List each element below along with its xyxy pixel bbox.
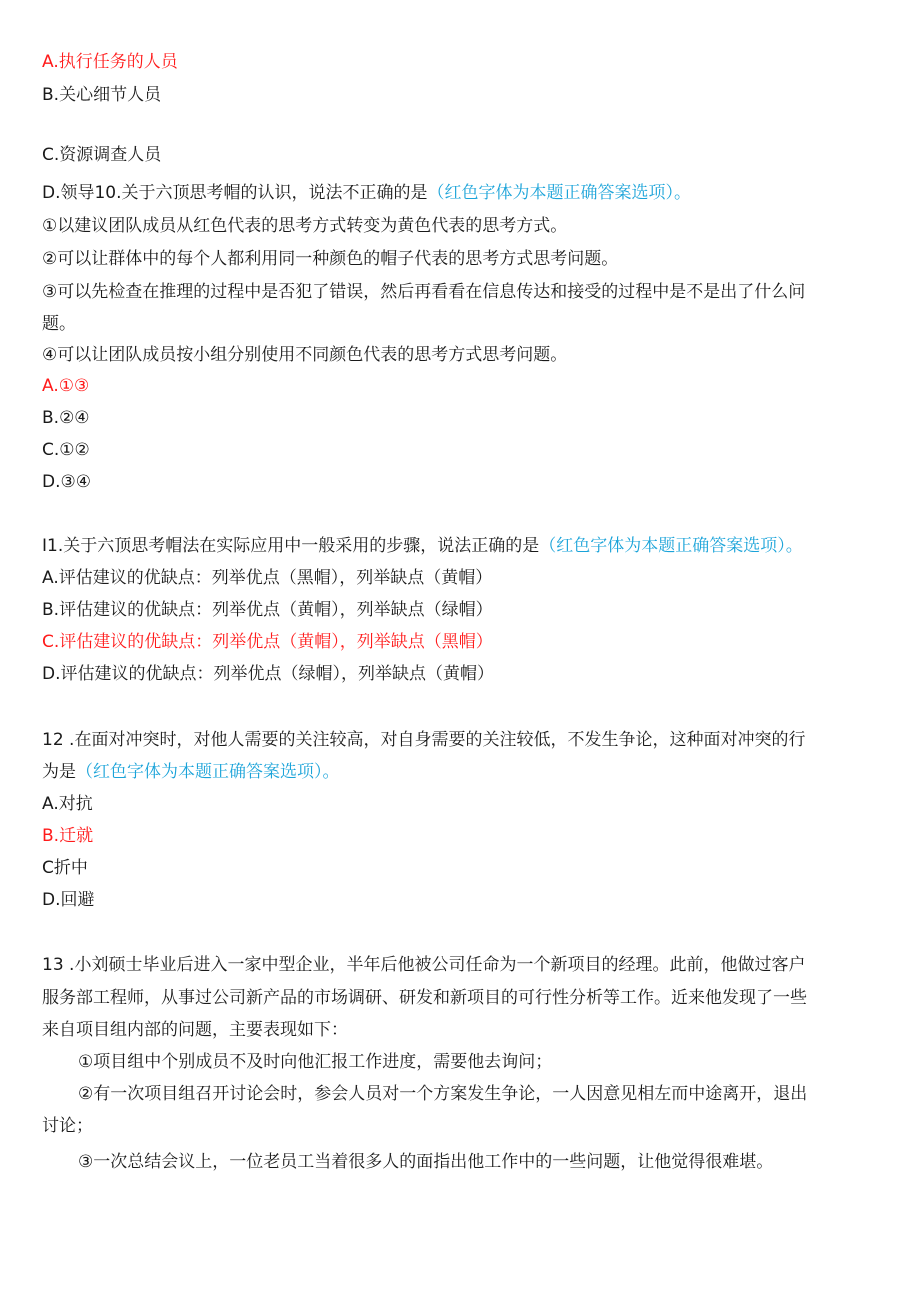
q13-stem-line-2: 服务部工程师，从事过公司新产品的市场调研、研发和新项目的可行性分析等工作。近来他发现了一些: [42, 988, 807, 1008]
q11-option-a: A.评估建议的优缺点：列举优点（黑帽），列举缺点（黄帽）: [42, 568, 493, 588]
q12-option-c: C折中: [42, 858, 88, 878]
q10-answer-note: （红色字体为本题正确答案选项）。: [427, 183, 692, 203]
q12-stem-text: 为是: [42, 762, 76, 782]
q12-stem: 12 .在面对冲突时，对他人需要的关注较高，对自身需要的关注较低，不发生争论，这种面对冲突的行: [42, 730, 806, 750]
q10-statement-2: ②可以让群体中的每个人都利用同一种颜色的帽子代表的思考方式思考问题。: [42, 249, 619, 269]
q13-stem-line-1: 13 .小刘硕士毕业后进入一家中型企业，半年后他被公司任命为一个新项目的经理。此前，他做过客户: [42, 955, 806, 975]
q12-stem-cont: [42, 760, 882, 784]
q10-statement-3: ③可以先检查在推理的过程中是否犯了错误，然后再看看在信息传达和接受的过程中是不是出了什么问: [42, 282, 806, 302]
q11-option-d: D.评估建议的优缺点：列举优点（绿帽），列举缺点（黄帽）: [42, 664, 494, 684]
q10-option-b: B.②④: [42, 408, 90, 428]
q10-option-a: A.①③: [42, 376, 90, 396]
q11-stem-text: I1.关于六顶思考帽法在实际应用中一般采用的步骤，说法正确的是: [42, 536, 540, 556]
q10-option-c: C.①②: [42, 440, 90, 460]
q12-option-a: A.对抗: [42, 794, 93, 814]
q13-stem-line-3: 来自项目组内部的问题，主要表现如下：: [42, 1020, 348, 1040]
q12-option-b: B.迁就: [42, 826, 94, 846]
q13-issue-2: ②有一次项目组召开讨论会时，参会人员对一个方案发生争论，一人因意见相左而中途离开，退出: [78, 1084, 808, 1104]
q9-option-c: C.资源调查人员: [42, 145, 162, 165]
q11-option-c: C.评估建议的优缺点：列举优点（黄帽），列举缺点（黑帽）: [42, 632, 493, 652]
q10-stem-text: D.领导10.关于六顶思考帽的认识，说法不正确的是: [42, 183, 428, 203]
q11-answer-note: （红色字体为本题正确答案选项）。: [539, 536, 803, 556]
q11-option-b: B.评估建议的优缺点：列举优点（黄帽），列举缺点（绿帽）: [42, 600, 493, 620]
q10-statement-3-cont: 题。: [42, 314, 76, 334]
q9-option-a: A.执行任务的人员: [42, 52, 178, 72]
q13-issue-3: ③一次总结会议上，一位老员工当着很多人的面指出他工作中的一些问题，让他觉得很难堪。: [78, 1152, 774, 1172]
q12-option-d: D.回避: [42, 890, 95, 910]
q12-answer-note: （红色字体为本题正确答案选项）。: [76, 762, 340, 782]
q9-option-b: B.关心细节人员: [42, 85, 162, 105]
q13-issue-2-cont: 讨论；: [42, 1116, 93, 1136]
q10-stem: [42, 181, 882, 205]
q10-statement-1: ①以建议团队成员从红色代表的思考方式转变为黄色代表的思考方式。: [42, 216, 568, 236]
q10-option-d: D.③④: [42, 472, 91, 492]
q11-stem: [42, 534, 882, 558]
q10-statement-4: ④可以让团队成员按小组分别使用不同颜色代表的思考方式思考问题。: [42, 345, 568, 365]
q13-issue-1: ①项目组中个别成员不及时向他汇报工作进度，需要他去询问；: [78, 1052, 553, 1072]
